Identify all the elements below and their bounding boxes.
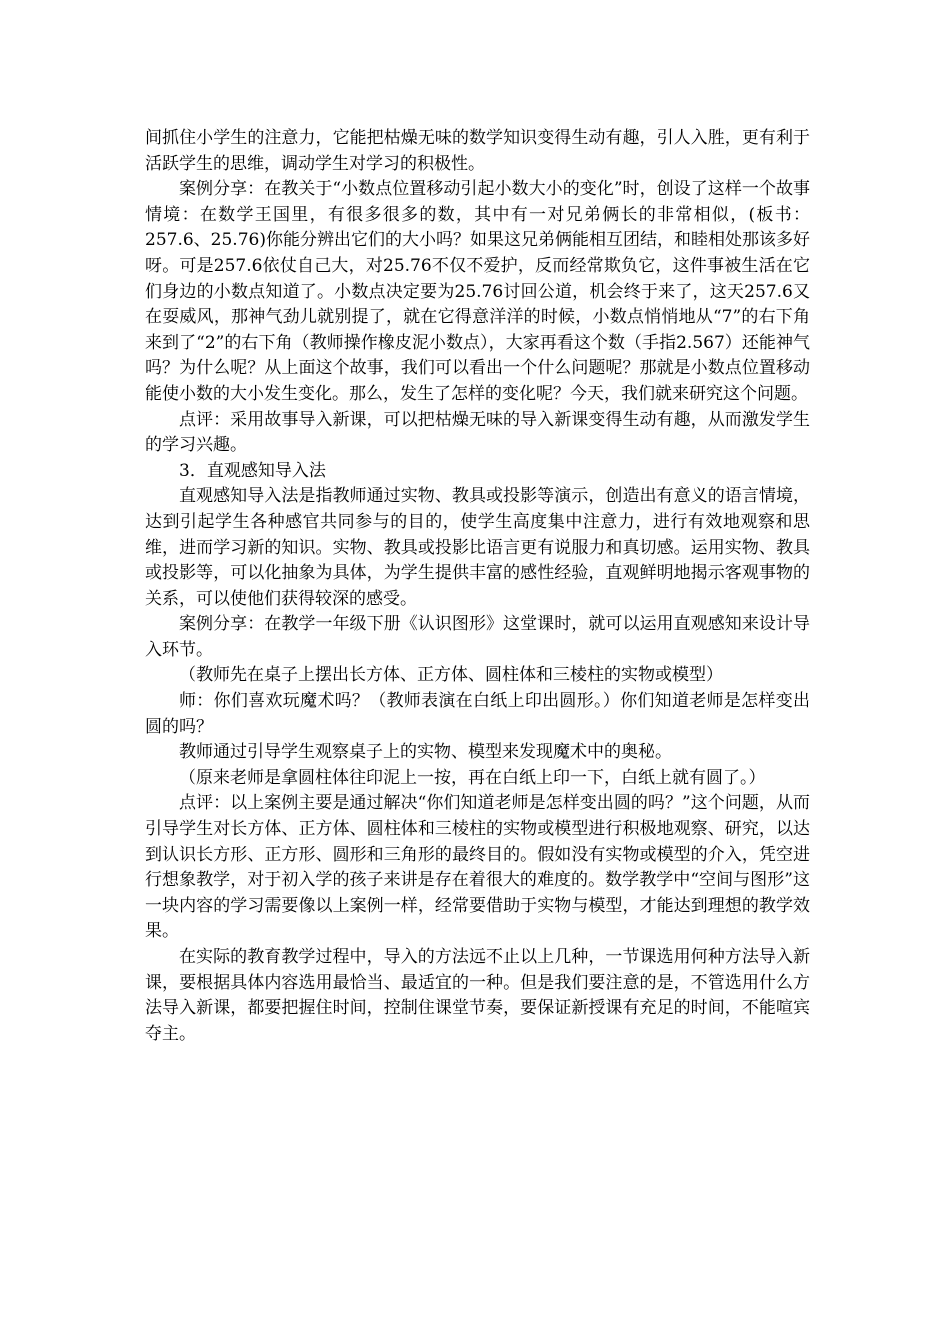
paragraph-observation: 教师通过引导学生观察桌子上的实物、模型来发现魔术中的奥秘。 xyxy=(179,742,672,763)
paragraph-continuation: 间抓住小学生的注意力，它能把枯燥无味的数学知识变得生动有趣，引人入胜，更有利于活跃学生的思维，调动学生对学习的积极性。 xyxy=(145,128,810,174)
paragraph-comment-shapes: 点评：以上案例主要是通过解决“你们知道老师是怎样变出圆的吗？”这个问题，从而引导学生对长方体、正方体、圆柱体和三棱柱的实物或模型进行积极地观察、研究，以达到认识长方形、正方形、圆形和三角形的最终目的。假如没有实物或模型的介入，凭空进行想象教学，对于初入学的孩子来讲是存在着很大的难度的。数学教学中“空间与图形”这一块内容的学习需要像以上案例一样，经常要借助于实物与模型，才能达到理想的教学效果。 xyxy=(145,793,810,942)
paragraph-comment-story: 点评：采用故事导入新课，可以把枯燥无味的导入新课变得生动有趣，从而激发学生的学习兴趣。 xyxy=(145,409,810,456)
paragraph-case-share-decimal: 案例分享：在教关于“小数点位置移动引起小数大小的变化”时，创设了这样一个故事情境：在数学王国里，有很多很多的数，其中有一对兄弟俩长的非常相似，(板书：257.6、25.76)你能分辨出它们的大小吗？如果这兄弟俩能相互团结，和睦相处那该多好呀。可是257.6依仗自己大，对25.76不仅不爱护，反而经常欺负它，这件事被生活在它们身边的小数点知道了。小数点决定要为25.76讨回公道，机会终于来了，这天257.6又在耍威风，那神气劲儿就别提了，就在它得意洋洋的时候，小数点悄悄地从“7”的右下角来到了“2”的右下角（教师操作橡皮泥小数点），大家再看这个数（手指2.567）还能神气吗？为什么呢？从上面这个故事，我们可以看出一个什么问题呢？那就是小数点位置移动能使小数的大小发生变化。那么，发生了怎样的变化呢？今天，我们就来研究这个问题。 xyxy=(145,179,810,404)
paragraph-magic-explanation: （原来老师是拿圆柱体往印泥上一按，再在白纸上印一下，白纸上就有圆了。） xyxy=(179,767,766,788)
paragraph-conclusion: 在实际的教育教学过程中，导入的方法远不止以上几种，一节课选用何种方法导入新课，要根据具体内容选用最恰当、最适宜的一种。但是我们要注意的是，不管选用什么方法导入新课，都要把握住时间，控制住课堂节奏，要保证新授课有充足的时间，不能喧宾夺主。 xyxy=(145,947,810,1044)
paragraph-teacher-question: 师：你们喜欢玩魔术吗？（教师表演在白纸上印出圆形。）你们知道老师是怎样变出圆的吗？ xyxy=(145,691,810,737)
document-body xyxy=(145,126,810,1047)
section-heading-intuitive-method: 3．直观感知导入法 xyxy=(179,460,326,481)
paragraph-teacher-setup: （教师先在桌子上摆出长方体、正方体、圆柱体和三棱柱的实物或模型） xyxy=(179,665,723,686)
paragraph-case-share-shapes: 案例分享：在教学一年级下册《认识图形》这堂课时，就可以运用直观感知来设计导入环节。 xyxy=(145,614,810,660)
paragraph-intuitive-definition: 直观感知导入法是指教师通过实物、教具或投影等演示，创造出有意义的语言情境，达到引起学生各种感官共同参与的目的，使学生高度集中注意力，进行有效地观察和思维，进而学习新的知识。实物、教具或投影比语言更有说服力和真切感。运用实物、教具或投影等，可以化抽象为具体，为学生提供丰富的感性经验，直观鲜明地揭示客观事物的关系，可以使他们获得较深的感受。 xyxy=(145,486,810,609)
